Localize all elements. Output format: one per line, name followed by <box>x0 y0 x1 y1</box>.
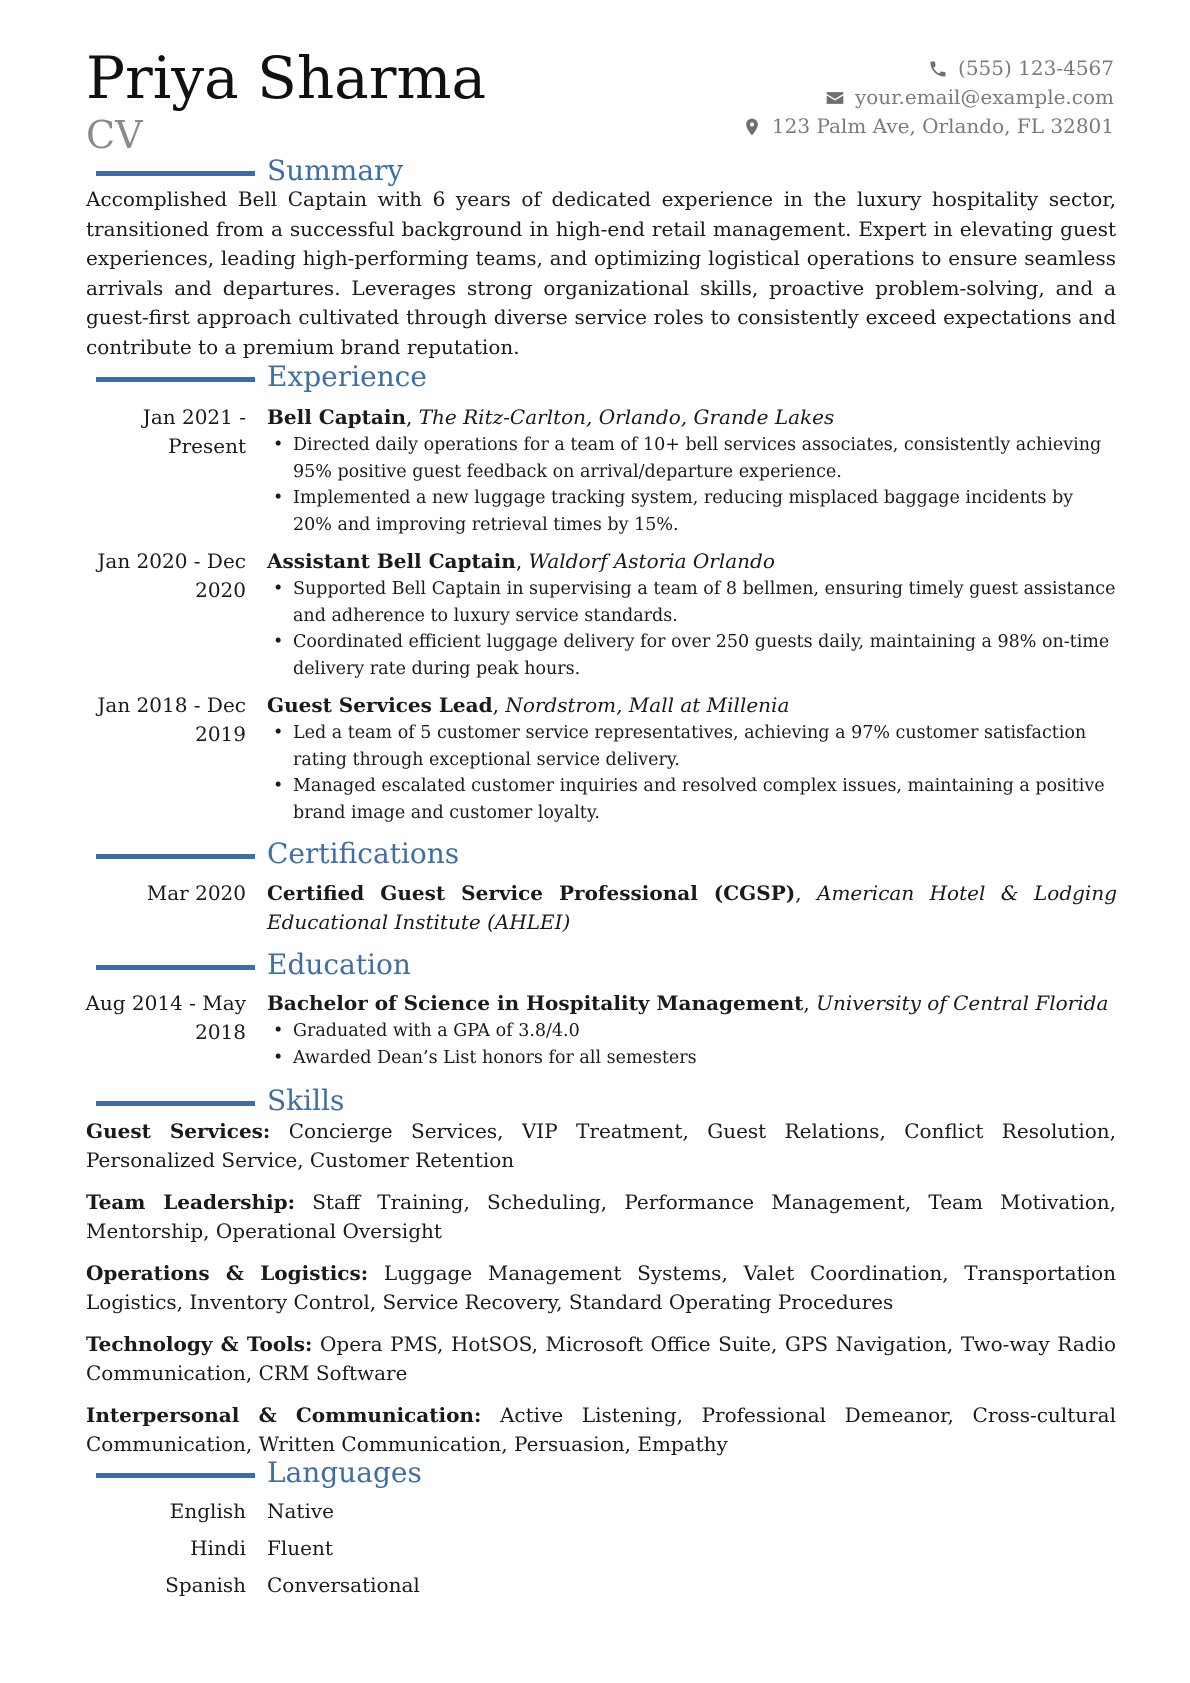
language-level: Fluent <box>267 1536 333 1560</box>
skill-group <box>86 1259 1116 1317</box>
education-title: Education <box>267 948 411 981</box>
skill-group-label: Technology & Tools: <box>86 1332 313 1356</box>
entry-org: Nordstrom, Mall at Millenia <box>505 693 790 717</box>
experience-title: Experience <box>267 360 427 393</box>
skill-group-items: Concierge Services, VIP Treatment, Guest Relations, Conflict Resolution, Personalized Service, Customer Retention <box>86 1119 1116 1172</box>
entry-body <box>267 547 1117 682</box>
education-section <box>0 947 1190 983</box>
entry-heading: Bachelor of Science in Hospitality Management, University of Central Florida <box>267 991 1109 1015</box>
entry-body <box>267 403 1117 538</box>
skill-group <box>86 1117 1116 1175</box>
entry-role: Bell Captain <box>267 405 406 429</box>
section-rule <box>96 171 255 176</box>
entry-body <box>267 879 1117 937</box>
skill-group <box>86 1188 1116 1246</box>
summary-title: Summary <box>267 154 404 187</box>
skills-list <box>86 1117 1116 1472</box>
email-text: your.email@example.com <box>854 85 1114 109</box>
section-header <box>0 153 1190 189</box>
certifications-section <box>0 836 1190 872</box>
certification-issuer: American Hotel & Lodging Educational Institute (AHLEI) <box>267 881 1118 934</box>
skills-section <box>0 1083 1190 1119</box>
language-row <box>0 1534 1190 1571</box>
skill-group-label: Interpersonal & Communication: <box>86 1403 482 1427</box>
entry-body <box>267 989 1117 1071</box>
section-header <box>0 1083 1190 1119</box>
bullet-item: • Awarded Dean’s List honors for all semesters <box>267 1045 1117 1072</box>
skill-group-items: Luggage Management Systems, Valet Coordination, Transportation Logistics, Inventory Control, Service Recovery, Standard Operating Procedures <box>86 1261 1116 1314</box>
bullet-item: • Managed escalated customer inquiries and resolved complex issues, maintaining a positive brand image and customer loyalty. <box>267 773 1117 826</box>
bullet-item: • Graduated with a GPA of 3.8/4.0 <box>267 1018 1117 1045</box>
language-level: Conversational <box>267 1573 420 1597</box>
skill-group-items: Staff Training, Scheduling, Performance Management, Team Motivation, Mentorship, Operational Oversight <box>86 1190 1117 1243</box>
entry-org: The Ritz-Carlton, Orlando, Grande Lakes <box>418 405 835 429</box>
entry-dates: Aug 2014 - May 2018 <box>85 991 246 1044</box>
languages-title: Languages <box>267 1456 422 1489</box>
language-name: Hindi <box>190 1536 246 1560</box>
section-rule <box>96 377 255 382</box>
bullet-item: • Supported Bell Captain in supervising a team of 8 bellmen, ensuring timely guest assistance and adherence to luxury service standards. <box>267 576 1117 629</box>
skill-group-label: Team Leadership: <box>86 1190 295 1214</box>
language-level: Native <box>267 1499 334 1523</box>
language-name: Spanish <box>165 1573 246 1597</box>
section-rule <box>96 854 255 859</box>
contact-address <box>742 112 1114 141</box>
entry-role: Guest Services Lead <box>267 693 493 717</box>
entry-org: Waldorf Astoria Orlando <box>528 549 775 573</box>
skills-title: Skills <box>267 1084 345 1117</box>
candidate-name: Priya Sharma <box>86 44 487 112</box>
bullet-item: • Implemented a new luggage tracking system, reducing misplaced baggage incidents by 20% and improving retrieval times by 15%. <box>267 485 1117 538</box>
phone-text: (555) 123-4567 <box>958 56 1114 80</box>
section-header <box>0 836 1190 872</box>
bullet-item: • Led a team of 5 customer service representatives, achieving a 97% customer satisfaction rating through exceptional service delivery. <box>267 720 1117 773</box>
entry-heading: Guest Services Lead, Nordstrom, Mall at Millenia <box>267 693 790 717</box>
degree-name: Bachelor of Science in Hospitality Management <box>267 991 804 1015</box>
map-marker-icon <box>742 117 762 137</box>
languages-section <box>0 1455 1190 1491</box>
contact-block <box>742 54 1114 141</box>
entry-dates: Jan 2018 - Dec 2019 <box>97 693 246 746</box>
skill-group-items: Active Listening, Professional Demeanor, Cross-cultural Communication, Written Communication, Persuasion, Empathy <box>86 1403 1116 1456</box>
envelope-icon <box>825 88 845 108</box>
entry-heading: Bell Captain, The Ritz-Carlton, Orlando, Grande Lakes <box>267 405 835 429</box>
school-name: University of Central Florida <box>816 991 1109 1015</box>
summary-text: Accomplished Bell Captain with 6 years of dedicated experience in the luxury hospitality sector, transitioned from a successful background in high-end retail management. Expert in elevating guest experiences, leading high-performing teams, and optimizing logistical operations to ensure seamless arrivals and departures. Leverages strong organizational skills, proactive problem-solving, and a guest-first approach cultivated through diverse service roles to consistently exceed expectations and contribute to a premium brand reputation. <box>86 187 1116 359</box>
section-rule <box>96 965 255 970</box>
bullet-item: • Directed daily operations for a team of 10+ bell services associates, consistently achieving 95% positive guest feedback on arrival/departure experience. <box>267 432 1117 485</box>
section-header <box>0 947 1190 983</box>
entry-date: Mar 2020 <box>146 881 246 905</box>
entry-heading: Assistant Bell Captain, Waldorf Astoria Orlando <box>267 549 775 573</box>
section-header <box>0 1455 1190 1491</box>
language-name: English <box>169 1499 246 1523</box>
skill-group-label: Guest Services: <box>86 1119 271 1143</box>
bullet-item: • Coordinated efficient luggage delivery for over 250 guests daily, maintaining a 98% on-time delivery rate during peak hours. <box>267 629 1117 682</box>
entry-dates: Jan 2021 - Present <box>142 405 246 458</box>
contact-phone[interactable] <box>742 54 1114 83</box>
entry-heading: Certified Guest Service Professional (CGSP), American Hotel & Lodging Educational Institute (AHLEI) <box>267 881 1118 934</box>
section-rule <box>96 1473 255 1478</box>
contact-email[interactable] <box>742 83 1114 112</box>
phone-icon <box>928 59 948 79</box>
language-row <box>0 1571 1190 1608</box>
section-header <box>0 359 1190 395</box>
entry-role: Assistant Bell Captain <box>267 549 516 573</box>
entry-dates: Jan 2020 - Dec 2020 <box>97 549 246 602</box>
section-rule <box>96 1101 255 1106</box>
skill-group-label: Operations & Logistics: <box>86 1261 369 1285</box>
skill-group-items: Opera PMS, HotSOS, Microsoft Office Suite, GPS Navigation, Two-way Radio Communication, CRM Software <box>86 1332 1116 1385</box>
document-subtitle: CV <box>86 113 143 157</box>
language-row <box>0 1497 1190 1534</box>
skill-group <box>86 1401 1116 1459</box>
summary-section <box>0 153 1190 189</box>
skill-group <box>86 1330 1116 1388</box>
entry-body <box>267 691 1117 826</box>
certification-name: Certified Guest Service Professional (CGSP) <box>267 881 796 905</box>
address-text: 123 Palm Ave, Orlando, FL 32801 <box>771 114 1114 138</box>
certifications-title: Certifications <box>267 837 460 870</box>
experience-section <box>0 359 1190 395</box>
